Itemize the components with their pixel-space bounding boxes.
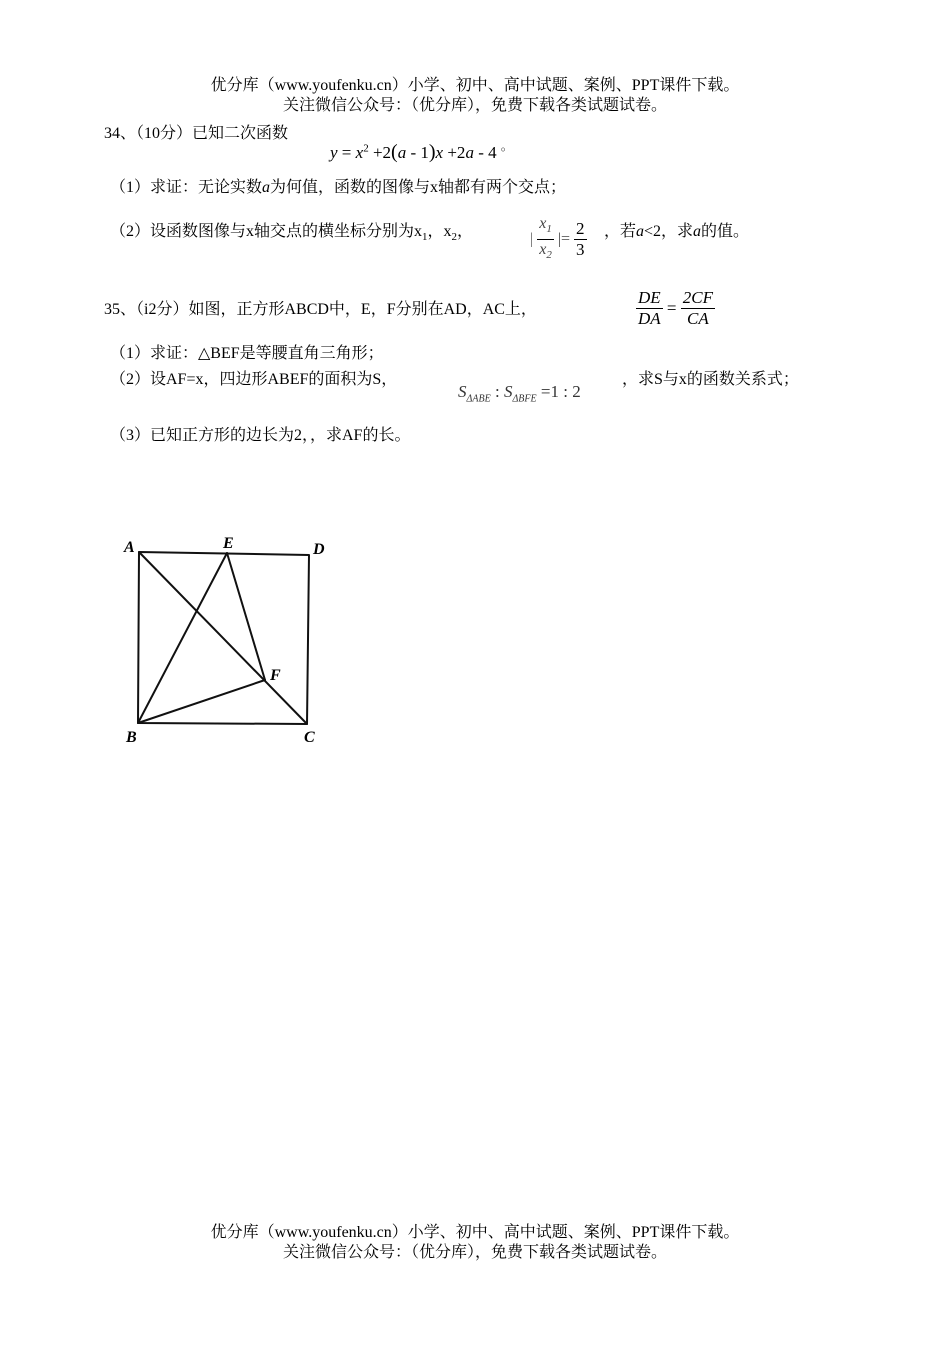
label-d: D bbox=[313, 541, 325, 558]
area-s1: S bbox=[458, 382, 467, 401]
footer-line-1: 优分库（www.youfenku.cn）小学、初中、高中试题、案例、PPT课件下载。 bbox=[210, 1224, 740, 1241]
q35-frac2-num: 2CF bbox=[682, 288, 713, 307]
area-s2: S bbox=[503, 382, 513, 401]
area-colon: : bbox=[490, 382, 504, 401]
q34-ratio bbox=[530, 214, 587, 265]
q35-part1: （1）求证：△BEF是等腰直角三角形； bbox=[110, 345, 384, 362]
formula-plus2b: +2 bbox=[447, 143, 466, 162]
ratio-value bbox=[574, 219, 587, 260]
q35-frac1 bbox=[636, 288, 663, 329]
q34-part2-sep: ，x bbox=[427, 223, 452, 240]
ratio-den-x: x bbox=[539, 241, 547, 259]
ratio-eq: |= bbox=[557, 230, 571, 248]
ratio-num-x: x bbox=[539, 215, 547, 232]
label-a: A bbox=[124, 539, 135, 556]
q34-part1-text-a: （1）求证：无论实数 bbox=[110, 179, 263, 196]
q34-part2-text-c: <2，求 bbox=[644, 223, 694, 240]
formula-period: 。 bbox=[500, 139, 513, 153]
q34-part2-sub1: 1 bbox=[422, 231, 428, 244]
formula-rparen: ) bbox=[428, 141, 436, 163]
q35-frac2-den: CA bbox=[687, 309, 709, 328]
label-b: B bbox=[126, 729, 137, 746]
formula-minus1: - 1 bbox=[410, 143, 429, 162]
formula-a2: a bbox=[465, 143, 474, 162]
header-line-2: 关注微信公众号：（优分库），免费下载各类试题试卷。 bbox=[282, 97, 667, 114]
q34-number: 34、 bbox=[104, 125, 137, 142]
area-sub2: ΔBFE bbox=[512, 393, 537, 405]
label-f: F bbox=[270, 667, 281, 684]
formula-a: a bbox=[397, 143, 407, 162]
q34-formula bbox=[330, 134, 513, 165]
ratio-bar-left: | bbox=[530, 230, 534, 248]
area-sub1: ΔABE bbox=[466, 393, 491, 405]
formula-x2: x bbox=[435, 143, 444, 162]
q35-part3: （3）已知正方形的边长为2，，求AF的长。 bbox=[110, 427, 411, 444]
q34-part1-var: a bbox=[262, 179, 271, 196]
q35-ratio bbox=[636, 288, 715, 329]
formula-minus4: - 4 bbox=[478, 143, 497, 162]
formula-eq: = bbox=[341, 143, 352, 162]
label-c: C bbox=[304, 729, 315, 746]
formula-y: y bbox=[330, 143, 338, 162]
area-eq: =1 : 2 bbox=[536, 382, 581, 401]
formula-x: x bbox=[355, 143, 364, 162]
q35-part2: （2）设AF=x，四边形ABEF的面积为S， bbox=[110, 371, 398, 388]
diagonal-ac bbox=[139, 552, 307, 724]
q35-intro-line bbox=[104, 298, 537, 322]
q35-frac1-num: DE bbox=[638, 288, 661, 307]
q35-frac2 bbox=[681, 288, 715, 329]
square-figure bbox=[110, 528, 340, 748]
q34-intro-line bbox=[104, 122, 288, 146]
q34-part2 bbox=[110, 220, 473, 249]
ratio-value-den: 3 bbox=[576, 240, 585, 260]
q35-intro: （i2分）如图，正方形ABCD中，E，F分别在AD，AC上， bbox=[136, 301, 537, 318]
label-e: E bbox=[223, 535, 234, 552]
formula-exp: 2 bbox=[363, 142, 369, 155]
q35-eq: = bbox=[666, 298, 677, 318]
footer-line-2: 关注微信公众号：（优分库），免费下载各类试题试卷。 bbox=[282, 1244, 667, 1261]
q34-part1-text-b: 为何值，函数的图像与x轴都有两个交点； bbox=[270, 179, 567, 196]
q34-part2-text-b: ，若 bbox=[604, 223, 637, 240]
q35-area-ratio bbox=[458, 380, 581, 411]
q34-part2-var: a bbox=[636, 223, 645, 240]
ratio-num bbox=[537, 214, 554, 240]
ratio-den-sub: 2 bbox=[546, 249, 552, 262]
formula-plus2: +2 bbox=[372, 143, 392, 162]
q35-part2-tail: ，求S与x的函数关系式； bbox=[622, 371, 799, 388]
ratio-fraction bbox=[537, 214, 554, 265]
q34-part1 bbox=[110, 176, 566, 200]
q34-part2-tail bbox=[604, 220, 749, 244]
q35-frac1-den: DA bbox=[638, 309, 661, 328]
q34-part2-var2: a bbox=[693, 223, 702, 240]
ratio-num-sub: 1 bbox=[546, 223, 552, 236]
formula-lparen: ( bbox=[391, 141, 398, 163]
q34-part2-sub2: 2 bbox=[451, 231, 458, 244]
q34-part2-comma: ， bbox=[457, 223, 474, 240]
ratio-value-num: 2 bbox=[576, 219, 585, 239]
q35-number: 35、 bbox=[104, 301, 137, 318]
ratio-den bbox=[537, 240, 554, 265]
q34-part2-text-d: 的值。 bbox=[701, 223, 750, 240]
header-line-1: 优分库（www.youfenku.cn）小学、初中、高中试题、案例、PPT课件下载。 bbox=[210, 77, 740, 94]
q34-intro: （10分）已知二次函数 bbox=[136, 125, 289, 142]
q34-part2-text-a: （2）设函数图像与x轴交点的横坐标分别为x bbox=[110, 223, 423, 240]
